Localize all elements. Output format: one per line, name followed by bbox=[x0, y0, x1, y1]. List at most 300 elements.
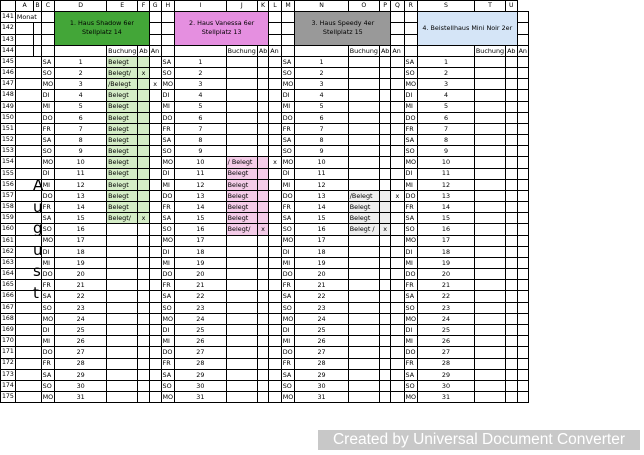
empty-cell[interactable] bbox=[15, 34, 34, 45]
weekday-cell[interactable]: MI bbox=[161, 336, 175, 347]
empty-cell[interactable] bbox=[34, 90, 41, 101]
column-header-i[interactable]: I bbox=[175, 1, 227, 12]
booking-cell[interactable]: Belegt bbox=[107, 135, 138, 146]
an-cell[interactable] bbox=[391, 135, 404, 146]
weekday-cell[interactable]: DI bbox=[41, 246, 55, 257]
row-number[interactable]: 142 bbox=[1, 23, 16, 34]
weekday-cell[interactable]: SA bbox=[161, 213, 175, 224]
booking-cell[interactable] bbox=[474, 392, 505, 403]
spacer-cell[interactable] bbox=[281, 34, 295, 45]
ab-cell[interactable] bbox=[506, 369, 518, 380]
spacer-cell[interactable] bbox=[149, 23, 161, 34]
day-number-cell[interactable]: 2 bbox=[418, 68, 475, 79]
booking-cell[interactable] bbox=[474, 202, 505, 213]
day-number-cell[interactable]: 5 bbox=[55, 101, 107, 112]
ab-cell[interactable] bbox=[257, 392, 268, 403]
ab-cell[interactable] bbox=[506, 123, 518, 134]
an-cell[interactable] bbox=[391, 101, 404, 112]
booking-cell[interactable] bbox=[107, 246, 138, 257]
ab-column-header[interactable]: Ab bbox=[507, 46, 516, 55]
booking-cell[interactable] bbox=[226, 280, 257, 291]
ab-cell[interactable] bbox=[138, 358, 149, 369]
ab-cell[interactable] bbox=[257, 202, 268, 213]
row-number[interactable]: 145 bbox=[1, 56, 16, 67]
ab-cell[interactable] bbox=[257, 123, 268, 134]
empty-cell[interactable] bbox=[34, 123, 41, 134]
weekday-cell[interactable]: MO bbox=[282, 80, 294, 89]
an-cell[interactable] bbox=[517, 235, 528, 246]
day-number-cell[interactable]: 31 bbox=[55, 392, 107, 403]
ab-cell[interactable] bbox=[379, 146, 390, 157]
weekday-cell[interactable]: FR bbox=[161, 202, 175, 213]
booking-cell[interactable] bbox=[226, 291, 257, 302]
booking-cell[interactable] bbox=[348, 392, 379, 403]
booking-column-header[interactable]: Buchung bbox=[227, 46, 256, 55]
ab-cell[interactable] bbox=[257, 179, 268, 190]
weekday-cell[interactable]: DI bbox=[281, 168, 295, 179]
an-cell[interactable] bbox=[149, 291, 161, 302]
ab-cell[interactable] bbox=[506, 112, 518, 123]
an-cell[interactable] bbox=[269, 313, 281, 324]
ab-cell[interactable] bbox=[379, 380, 390, 391]
weekday-cell[interactable]: DI bbox=[161, 324, 175, 335]
day-number-cell[interactable]: 19 bbox=[295, 257, 348, 268]
an-cell[interactable] bbox=[269, 79, 281, 90]
row-number[interactable]: 170 bbox=[1, 336, 16, 347]
spacer-cell[interactable] bbox=[281, 12, 295, 23]
weekday-cell[interactable]: SA bbox=[281, 56, 295, 67]
booking-cell[interactable] bbox=[348, 146, 379, 157]
booking-cell[interactable] bbox=[474, 112, 505, 123]
column-header-k[interactable]: K bbox=[257, 1, 268, 12]
row-number[interactable]: 175 bbox=[1, 392, 16, 403]
an-cell[interactable] bbox=[391, 168, 404, 179]
booking-cell[interactable] bbox=[348, 291, 379, 302]
an-cell[interactable] bbox=[269, 347, 281, 358]
spacer-cell[interactable] bbox=[404, 45, 418, 56]
day-number-cell[interactable]: 2 bbox=[295, 68, 348, 79]
day-number-cell[interactable]: 29 bbox=[418, 369, 475, 380]
row-number[interactable]: 146 bbox=[1, 68, 16, 79]
day-number-cell[interactable]: 12 bbox=[55, 179, 107, 190]
ab-cell[interactable] bbox=[257, 101, 268, 112]
an-cell[interactable] bbox=[149, 336, 161, 347]
spacer-cell[interactable] bbox=[281, 23, 295, 34]
booking-cell[interactable]: Belegt/ bbox=[226, 224, 257, 235]
booking-cell[interactable]: Belegt bbox=[107, 112, 138, 123]
ab-cell[interactable] bbox=[506, 213, 518, 224]
an-cell[interactable] bbox=[517, 123, 528, 134]
spacer-cell[interactable] bbox=[161, 34, 175, 45]
weekday-cell[interactable]: MI bbox=[41, 179, 55, 190]
weekday-cell[interactable]: MO bbox=[405, 392, 417, 401]
ab-column-header[interactable]: Ab bbox=[258, 46, 268, 55]
an-cell[interactable] bbox=[517, 302, 528, 313]
ab-cell[interactable] bbox=[257, 112, 268, 123]
weekday-cell[interactable]: DO bbox=[404, 112, 418, 123]
spacer-cell[interactable] bbox=[517, 23, 528, 34]
booking-cell[interactable]: Belegt bbox=[107, 157, 138, 168]
weekday-cell[interactable]: SA bbox=[281, 291, 295, 302]
booking-cell[interactable]: Belegt bbox=[226, 168, 257, 179]
booking-cell[interactable] bbox=[474, 336, 505, 347]
ab-cell[interactable] bbox=[138, 369, 149, 380]
ab-cell[interactable] bbox=[257, 358, 268, 369]
row-number[interactable]: 151 bbox=[1, 123, 16, 134]
ab-cell[interactable] bbox=[379, 235, 390, 246]
booking-cell[interactable] bbox=[226, 336, 257, 347]
weekday-cell[interactable]: SA bbox=[281, 135, 295, 146]
booking-cell[interactable] bbox=[348, 157, 379, 168]
ab-cell[interactable] bbox=[138, 179, 149, 190]
day-number-cell[interactable]: 15 bbox=[295, 213, 348, 224]
day-number-cell[interactable]: 4 bbox=[55, 90, 107, 101]
an-cell[interactable] bbox=[149, 235, 161, 246]
day-number-cell[interactable]: 29 bbox=[55, 369, 107, 380]
an-cell[interactable] bbox=[517, 313, 528, 324]
booking-cell[interactable] bbox=[348, 336, 379, 347]
weekday-cell[interactable]: MO bbox=[282, 392, 294, 401]
an-cell[interactable] bbox=[149, 179, 161, 190]
empty-cell[interactable] bbox=[34, 34, 41, 45]
weekday-cell[interactable]: DO bbox=[404, 347, 418, 358]
day-number-cell[interactable]: 4 bbox=[295, 90, 348, 101]
weekday-cell[interactable]: MI bbox=[404, 336, 418, 347]
an-cell[interactable] bbox=[517, 280, 528, 291]
booking-cell[interactable] bbox=[348, 68, 379, 79]
ab-cell[interactable] bbox=[138, 202, 149, 213]
day-number-cell[interactable]: 22 bbox=[175, 291, 227, 302]
ab-cell[interactable] bbox=[257, 246, 268, 257]
weekday-cell[interactable]: SA bbox=[161, 369, 175, 380]
row-number[interactable]: 149 bbox=[1, 101, 16, 112]
column-header-t[interactable]: T bbox=[474, 1, 505, 12]
weekday-cell[interactable]: DI bbox=[404, 168, 418, 179]
row-number[interactable]: 161 bbox=[1, 235, 16, 246]
day-number-cell[interactable]: 29 bbox=[175, 369, 227, 380]
booking-cell[interactable] bbox=[226, 235, 257, 246]
column-header-s[interactable]: S bbox=[418, 1, 475, 12]
booking-cell[interactable] bbox=[107, 369, 138, 380]
day-number-cell[interactable]: 16 bbox=[295, 224, 348, 235]
booking-cell[interactable]: Belegt / bbox=[348, 224, 379, 235]
an-cell[interactable] bbox=[517, 358, 528, 369]
booking-cell[interactable] bbox=[226, 123, 257, 134]
weekday-cell[interactable]: MO bbox=[282, 314, 294, 323]
an-cell[interactable] bbox=[269, 146, 281, 157]
column-header-o[interactable]: O bbox=[348, 1, 379, 12]
ab-cell[interactable] bbox=[138, 90, 149, 101]
an-cell[interactable] bbox=[391, 213, 404, 224]
column-header-p[interactable]: P bbox=[379, 1, 390, 12]
booking-cell[interactable] bbox=[107, 347, 138, 358]
weekday-cell[interactable]: FR bbox=[41, 280, 55, 291]
header-block-3[interactable] bbox=[295, 12, 391, 46]
spacer-cell[interactable] bbox=[41, 23, 55, 34]
weekday-cell[interactable]: DI bbox=[281, 324, 295, 335]
ab-cell[interactable] bbox=[506, 56, 518, 67]
booking-cell[interactable] bbox=[226, 90, 257, 101]
ab-cell[interactable] bbox=[138, 224, 149, 235]
booking-cell[interactable] bbox=[348, 90, 379, 101]
ab-cell[interactable] bbox=[506, 280, 518, 291]
day-number-cell[interactable]: 3 bbox=[295, 79, 348, 90]
column-header-a[interactable]: A bbox=[15, 1, 34, 12]
month-cell[interactable] bbox=[15, 190, 34, 201]
day-number-cell[interactable]: 17 bbox=[295, 235, 348, 246]
column-header-g[interactable]: G bbox=[149, 1, 161, 12]
booking-cell[interactable] bbox=[226, 135, 257, 146]
month-cell[interactable] bbox=[15, 90, 34, 101]
month-cell[interactable] bbox=[15, 68, 34, 79]
weekday-cell[interactable]: SA bbox=[41, 369, 55, 380]
an-cell[interactable] bbox=[149, 380, 161, 391]
spacer-cell[interactable] bbox=[149, 12, 161, 23]
weekday-cell[interactable]: DO bbox=[161, 112, 175, 123]
day-number-cell[interactable]: 24 bbox=[418, 313, 475, 324]
an-cell[interactable] bbox=[517, 392, 528, 403]
booking-cell[interactable] bbox=[348, 369, 379, 380]
month-cell[interactable] bbox=[15, 324, 34, 335]
booking-cell[interactable] bbox=[107, 380, 138, 391]
day-number-cell[interactable]: 22 bbox=[55, 291, 107, 302]
day-number-cell[interactable]: 3 bbox=[175, 79, 227, 90]
ab-cell[interactable] bbox=[379, 324, 390, 335]
an-cell[interactable] bbox=[269, 358, 281, 369]
weekday-cell[interactable]: SO bbox=[41, 68, 55, 79]
weekday-cell[interactable]: FR bbox=[41, 358, 55, 369]
day-number-cell[interactable]: 30 bbox=[418, 380, 475, 391]
empty-cell[interactable] bbox=[34, 23, 41, 34]
booking-cell[interactable] bbox=[474, 291, 505, 302]
day-number-cell[interactable]: 6 bbox=[175, 112, 227, 123]
an-cell[interactable] bbox=[517, 347, 528, 358]
month-cell[interactable] bbox=[15, 269, 34, 280]
booking-cell[interactable]: Belegt/ bbox=[107, 213, 138, 224]
column-header-n[interactable]: N bbox=[295, 1, 348, 12]
day-number-cell[interactable]: 9 bbox=[418, 146, 475, 157]
an-cell[interactable] bbox=[149, 347, 161, 358]
an-cell[interactable] bbox=[517, 324, 528, 335]
day-number-cell[interactable]: 24 bbox=[55, 313, 107, 324]
booking-cell[interactable]: Belegt bbox=[107, 123, 138, 134]
ab-cell[interactable] bbox=[257, 79, 268, 90]
booking-cell[interactable] bbox=[348, 179, 379, 190]
month-cell[interactable] bbox=[15, 146, 34, 157]
booking-cell[interactable]: Belegt bbox=[107, 168, 138, 179]
an-cell[interactable] bbox=[149, 56, 161, 67]
weekday-cell[interactable]: DO bbox=[161, 269, 175, 280]
booking-cell[interactable] bbox=[474, 257, 505, 268]
day-number-cell[interactable]: 22 bbox=[295, 291, 348, 302]
an-cell[interactable] bbox=[269, 392, 281, 403]
booking-cell[interactable] bbox=[107, 336, 138, 347]
an-cell[interactable] bbox=[391, 179, 404, 190]
weekday-cell[interactable]: SO bbox=[281, 146, 295, 157]
day-number-cell[interactable]: 30 bbox=[175, 380, 227, 391]
day-number-cell[interactable]: 19 bbox=[418, 257, 475, 268]
month-cell[interactable] bbox=[15, 224, 34, 235]
ab-cell[interactable] bbox=[379, 112, 390, 123]
an-cell[interactable] bbox=[517, 224, 528, 235]
weekday-cell[interactable]: SA bbox=[281, 213, 295, 224]
day-number-cell[interactable]: 26 bbox=[55, 336, 107, 347]
row-number[interactable]: 144 bbox=[1, 45, 16, 56]
row-number[interactable]: 167 bbox=[1, 302, 16, 313]
day-number-cell[interactable]: 30 bbox=[295, 380, 348, 391]
month-label-cell[interactable]: Monat bbox=[15, 12, 41, 23]
day-number-cell[interactable]: 11 bbox=[55, 168, 107, 179]
an-cell[interactable] bbox=[149, 213, 161, 224]
header-block-2[interactable] bbox=[175, 12, 269, 46]
day-number-cell[interactable]: 13 bbox=[55, 190, 107, 201]
an-cell[interactable] bbox=[149, 224, 161, 235]
row-number[interactable]: 143 bbox=[1, 34, 16, 45]
booking-cell[interactable] bbox=[226, 380, 257, 391]
an-cell[interactable] bbox=[517, 79, 528, 90]
booking-cell[interactable]: /Belegt bbox=[348, 190, 379, 201]
an-cell[interactable] bbox=[517, 246, 528, 257]
an-cell[interactable] bbox=[149, 157, 161, 168]
column-header-m[interactable]: M bbox=[281, 1, 295, 12]
weekday-cell[interactable]: MO bbox=[42, 80, 54, 89]
month-cell[interactable] bbox=[15, 380, 34, 391]
an-cell[interactable] bbox=[149, 112, 161, 123]
day-number-cell[interactable]: 12 bbox=[295, 179, 348, 190]
booking-cell[interactable] bbox=[474, 123, 505, 134]
an-cell[interactable] bbox=[269, 179, 281, 190]
day-number-cell[interactable]: 7 bbox=[55, 123, 107, 134]
month-cell[interactable] bbox=[15, 79, 34, 90]
an-cell[interactable] bbox=[391, 392, 404, 403]
ab-cell[interactable] bbox=[379, 90, 390, 101]
weekday-cell[interactable]: MI bbox=[41, 257, 55, 268]
an-cell[interactable] bbox=[269, 68, 281, 79]
column-header-f[interactable]: F bbox=[138, 1, 149, 12]
an-cell[interactable] bbox=[391, 313, 404, 324]
row-number[interactable]: 171 bbox=[1, 347, 16, 358]
an-cell[interactable] bbox=[391, 112, 404, 123]
row-number[interactable]: 168 bbox=[1, 313, 16, 324]
day-number-cell[interactable]: 7 bbox=[295, 123, 348, 134]
booking-column-header[interactable]: Buchung bbox=[349, 46, 378, 55]
weekday-cell[interactable]: SA bbox=[41, 213, 55, 224]
day-number-cell[interactable]: 18 bbox=[175, 246, 227, 257]
day-number-cell[interactable]: 12 bbox=[418, 179, 475, 190]
weekday-cell[interactable]: MI bbox=[41, 336, 55, 347]
ab-cell[interactable] bbox=[506, 302, 518, 313]
an-cell[interactable] bbox=[149, 302, 161, 313]
ab-cell[interactable] bbox=[506, 347, 518, 358]
weekday-cell[interactable]: MI bbox=[161, 257, 175, 268]
row-number[interactable]: 160 bbox=[1, 224, 16, 235]
an-cell[interactable] bbox=[517, 168, 528, 179]
booking-cell[interactable] bbox=[348, 257, 379, 268]
spacer-cell[interactable] bbox=[418, 45, 475, 56]
month-cell[interactable] bbox=[15, 135, 34, 146]
an-cell[interactable] bbox=[517, 269, 528, 280]
booking-cell[interactable] bbox=[348, 347, 379, 358]
ab-cell[interactable] bbox=[257, 324, 268, 335]
day-number-cell[interactable]: 2 bbox=[55, 68, 107, 79]
weekday-cell[interactable]: SA bbox=[404, 369, 418, 380]
booking-cell[interactable] bbox=[107, 302, 138, 313]
month-cell[interactable] bbox=[15, 358, 34, 369]
month-cell[interactable] bbox=[15, 101, 34, 112]
day-number-cell[interactable]: 25 bbox=[295, 324, 348, 335]
ab-cell[interactable] bbox=[257, 380, 268, 391]
day-number-cell[interactable]: 28 bbox=[175, 358, 227, 369]
day-number-cell[interactable]: 20 bbox=[175, 269, 227, 280]
booking-cell[interactable] bbox=[474, 79, 505, 90]
booking-cell[interactable] bbox=[474, 347, 505, 358]
an-cell[interactable] bbox=[269, 246, 281, 257]
spacer-cell[interactable] bbox=[269, 23, 281, 34]
ab-cell[interactable] bbox=[257, 90, 268, 101]
ab-cell[interactable] bbox=[138, 168, 149, 179]
ab-cell[interactable] bbox=[379, 135, 390, 146]
ab-cell[interactable] bbox=[257, 347, 268, 358]
day-number-cell[interactable]: 9 bbox=[295, 146, 348, 157]
booking-cell[interactable] bbox=[226, 313, 257, 324]
ab-cell[interactable] bbox=[138, 257, 149, 268]
empty-cell[interactable] bbox=[15, 45, 34, 56]
ab-cell[interactable] bbox=[138, 313, 149, 324]
weekday-cell[interactable]: MI bbox=[404, 179, 418, 190]
an-cell[interactable] bbox=[517, 336, 528, 347]
an-cell[interactable] bbox=[149, 392, 161, 403]
day-number-cell[interactable]: 23 bbox=[175, 302, 227, 313]
ab-cell[interactable] bbox=[506, 269, 518, 280]
empty-cell[interactable] bbox=[34, 392, 41, 403]
column-header-r[interactable]: R bbox=[404, 1, 418, 12]
empty-cell[interactable] bbox=[34, 112, 41, 123]
an-cell[interactable]: x bbox=[149, 79, 161, 90]
weekday-cell[interactable]: MO bbox=[405, 158, 417, 167]
weekday-cell[interactable]: DI bbox=[41, 90, 55, 101]
an-cell[interactable] bbox=[517, 112, 528, 123]
spacer-cell[interactable] bbox=[391, 12, 404, 23]
booking-cell[interactable] bbox=[348, 235, 379, 246]
spacer-cell[interactable] bbox=[161, 12, 175, 23]
empty-cell[interactable] bbox=[34, 313, 41, 324]
day-number-cell[interactable]: 9 bbox=[55, 146, 107, 157]
ab-cell[interactable] bbox=[257, 280, 268, 291]
booking-cell[interactable] bbox=[107, 269, 138, 280]
an-cell[interactable] bbox=[269, 90, 281, 101]
an-cell[interactable] bbox=[269, 56, 281, 67]
an-cell[interactable] bbox=[391, 235, 404, 246]
booking-cell[interactable]: Belegt bbox=[348, 202, 379, 213]
row-number[interactable]: 172 bbox=[1, 358, 16, 369]
day-number-cell[interactable]: 20 bbox=[295, 269, 348, 280]
weekday-cell[interactable]: DO bbox=[404, 190, 418, 201]
an-cell[interactable] bbox=[269, 213, 281, 224]
weekday-cell[interactable]: FR bbox=[404, 123, 418, 134]
month-cell[interactable] bbox=[15, 157, 34, 168]
ab-cell[interactable] bbox=[138, 235, 149, 246]
booking-cell[interactable]: Belegt bbox=[107, 146, 138, 157]
header-block-1[interactable] bbox=[55, 12, 150, 46]
weekday-cell[interactable]: SA bbox=[404, 135, 418, 146]
ab-cell[interactable] bbox=[379, 336, 390, 347]
column-header-d[interactable]: D bbox=[55, 1, 107, 12]
month-cell[interactable] bbox=[15, 280, 34, 291]
day-number-cell[interactable]: 6 bbox=[418, 112, 475, 123]
ab-cell[interactable] bbox=[257, 135, 268, 146]
row-number[interactable]: 162 bbox=[1, 246, 16, 257]
month-cell[interactable] bbox=[15, 291, 34, 302]
